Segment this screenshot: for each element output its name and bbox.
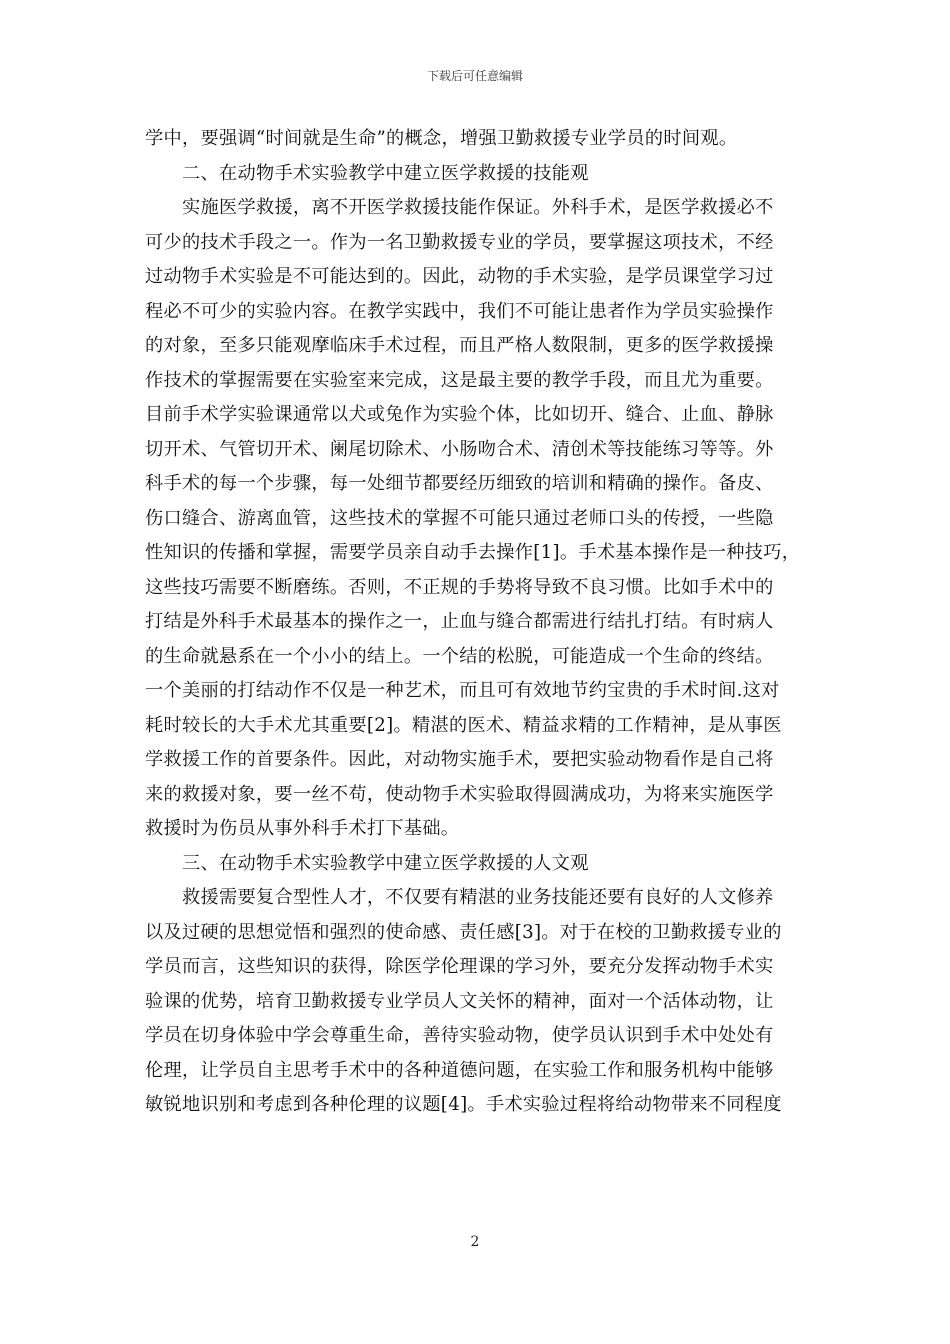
text-line: 作技术的掌握需要在实验室来完成，这是最主要的教学手段，而且尤为重要。 [145, 369, 774, 391]
text-line: 验课的优势，培育卫勤救援专业学员人文关怀的精神，面对一个活体动物，让 [145, 990, 774, 1012]
text-line: 学员而言，这些知识的获得，除医学伦理课的学习外，要充分发挥动物手术实 [145, 956, 774, 977]
page-number: 2 [470, 1234, 480, 1250]
text-line: 性知识的传播和掌握，需要学员亲自动手去操作[1]。手术基本操作是一种技巧， [145, 542, 801, 563]
text-line: 科手术的每一个步骤，每一处细节都要经历细致的培训和精确的操作。备皮、 [145, 473, 774, 494]
text-line: 可少的技术手段之一。作为一名卫勤救援专业的学员，要掌握这项技术，不经 [145, 231, 774, 253]
text-line: 来的救援对象，要一丝不苟，使动物手术实验取得圆满成功，为将来实施医学 [145, 783, 774, 805]
text-line: 切开术、气管切开术、阑尾切除术、小肠吻合术、清创术等技能练习等等。外 [145, 438, 774, 460]
section-heading-3: 三、在动物手术实验教学中建立医学救援的人文观 [182, 852, 589, 874]
text-line: 过动物手术实验是不可能达到的。因此，动物的手术实验，是学员课堂学习过 [145, 266, 774, 287]
text-line: 学救援工作的首要条件。因此，对动物实施手术，要把实验动物看作是自己将 [145, 749, 774, 770]
text-line: 程必不可少的实验内容。在教学实践中，我们不可能让患者作为学员实验操作 [145, 300, 774, 322]
text-line: 救援时为伤员从事外科手术打下基础。 [145, 818, 460, 839]
text-line: 伤口缝合、游离血管，这些技术的掌握不可能只通过老师口头的传授，一些隐 [145, 507, 774, 529]
text-line: 敏锐地识别和考虑到各种伦理的议题[4]。手术实验过程将给动物带来不同程度 [145, 1094, 782, 1115]
text-line: 目前手术学实验课通常以犬或兔作为实验个体，比如切开、缝合、止血、静脉 [145, 404, 774, 425]
text-line: 以及过硬的思想觉悟和强烈的使命感、责任感[3]。对于在校的卫勤救援专业的 [145, 921, 782, 943]
text-line: 打结是外科手术最基本的操作之一，止血与缝合都需进行结扎打结。有时病人 [145, 611, 774, 632]
text-line: 这些技巧需要不断磨练。否则，不正规的手势将导致不良习惯。比如手术中的 [145, 576, 774, 598]
text-line: 学员在切身体验中学会尊重生命，善待实验动物，使学员认识到手术中处处有 [145, 1025, 774, 1046]
text-line: 一个美丽的打结动作不仅是一种艺术，而且可有效地节约宝贵的手术时间.这对 [145, 680, 780, 701]
section-heading-2: 二、在动物手术实验教学中建立医学救援的技能观 [182, 162, 589, 184]
text-line: 实施医学救援，离不开医学救援技能作保证。外科手术，是医学救援必不 [182, 197, 774, 218]
text-line: 的生命就悬系在一个小小的结上。一个结的松脱，可能造成一个生命的终结。 [145, 645, 774, 667]
text-line: 的对象，至多只能观摩临床手术过程，而且严格人数限制，更多的医学救援操 [145, 335, 774, 356]
text-line: 耗时较长的大手术尤其重要[2]。精湛的医术、精益求精的工作精神，是从事医 [145, 714, 782, 736]
text-line: 伦理，让学员自主思考手术中的各种道德问题，在实验工作和服务机构中能够 [145, 1059, 774, 1081]
page-header: 下载后可任意编辑 [426, 69, 523, 83]
text-line: 学中，要强调“时间就是生命”的概念，增强卫勤救援专业学员的时间观。 [145, 128, 738, 149]
document-body [145, 122, 807, 1123]
text-line: 救援需要复合型性人才，不仅要有精湛的业务技能还要有良好的人文修养 [182, 887, 774, 908]
